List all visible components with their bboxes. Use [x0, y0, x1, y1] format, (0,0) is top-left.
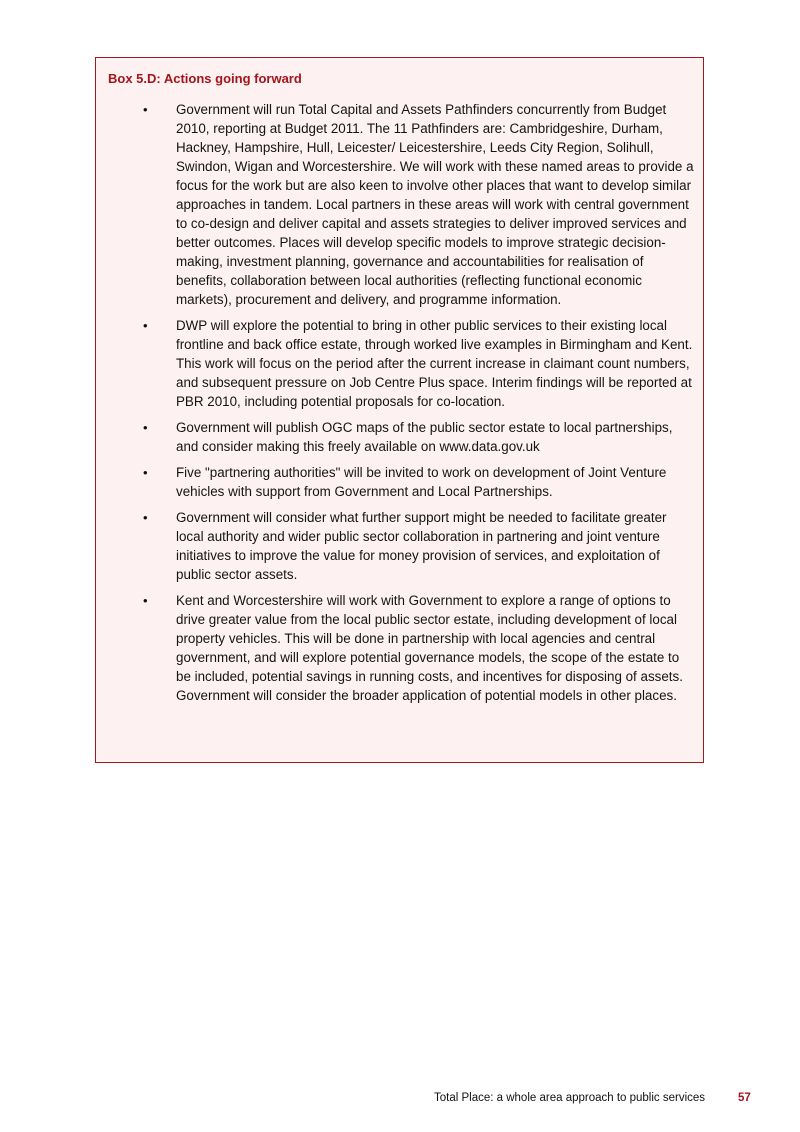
footer-title: Total Place: a whole area approach to public services — [434, 1092, 706, 1104]
page-number: 57 — [738, 1092, 751, 1104]
list-item-text: Kent and Worcestershire will work with Government to explore a range of options to drive greater value from the local public sector estate, including development of local property vehicles. This will be done in partnership with local agencies and central government, and will explore potential governance models, the scope of the estate to be included, potential savings in running costs, and incentives for disposing of assets. Government will consider the broader application of potential models in other places. — [176, 593, 683, 703]
list-item-text: Five "partnering authorities" will be invited to work on development of Joint Venture vehicles with support from Government and Local Partnerships. — [176, 465, 667, 499]
list-item — [96, 316, 696, 411]
list-item — [96, 591, 696, 705]
bullet-icon: • — [143, 420, 148, 435]
page-footer — [434, 1091, 800, 1105]
bullet-icon: • — [143, 318, 148, 333]
bullet-icon: • — [143, 465, 148, 480]
list-item-text: Government will publish OGC maps of the public sector estate to local partnerships, and consider making this freely available on www.data.gov.uk — [176, 420, 673, 454]
actions-list — [96, 100, 696, 712]
list-item — [96, 418, 696, 456]
bullet-icon: • — [143, 510, 148, 525]
list-item-text: Government will consider what further support might be needed to facilitate greater local authority and wider public sector collaboration in partnering and joint venture initiatives to improve the value for money provision of services, and exploitation of public sector assets. — [176, 510, 667, 582]
bullet-icon: • — [143, 593, 148, 608]
box-title: Box 5.D: Actions going forward — [108, 71, 302, 86]
list-item — [96, 508, 696, 584]
list-item — [96, 463, 696, 501]
bullet-icon: • — [143, 102, 148, 117]
actions-box — [95, 57, 704, 763]
list-item-text: DWP will explore the potential to bring in other public services to their existing local frontline and back office estate, through worked live examples in Birmingham and Kent. This work will focus on the period after the current increase in claimant count numbers, and subsequent pressure on Job Centre Plus space. Interim findings will be reported at PBR 2010, including potential proposals for co-location. — [176, 318, 693, 409]
list-item — [96, 100, 696, 309]
list-item-text: Government will run Total Capital and Assets Pathfinders concurrently from Budget 2010, reporting at Budget 2011. The 11 Pathfinders are: Cambridgeshire, Durham, Hackney, Hampshire, Hull, Leicester/ Leicestershire, Leeds City Region, Solihull, Swindon, Wigan and Worcestershire. We will work with these named areas to provide a focus for the work but are also keen to involve other places that want to develop similar approaches in tandem. Local partners in these areas will work with central government to co-design and deliver capital and assets strategies to deliver improved services and better outcomes. Places will develop specific models to improve strategic decision-making, investment planning, governance and accountabilities for realisation of benefits, collaboration between local authorities (reflecting functional economic markets), procurement and delivery, and programme information. — [176, 102, 694, 307]
